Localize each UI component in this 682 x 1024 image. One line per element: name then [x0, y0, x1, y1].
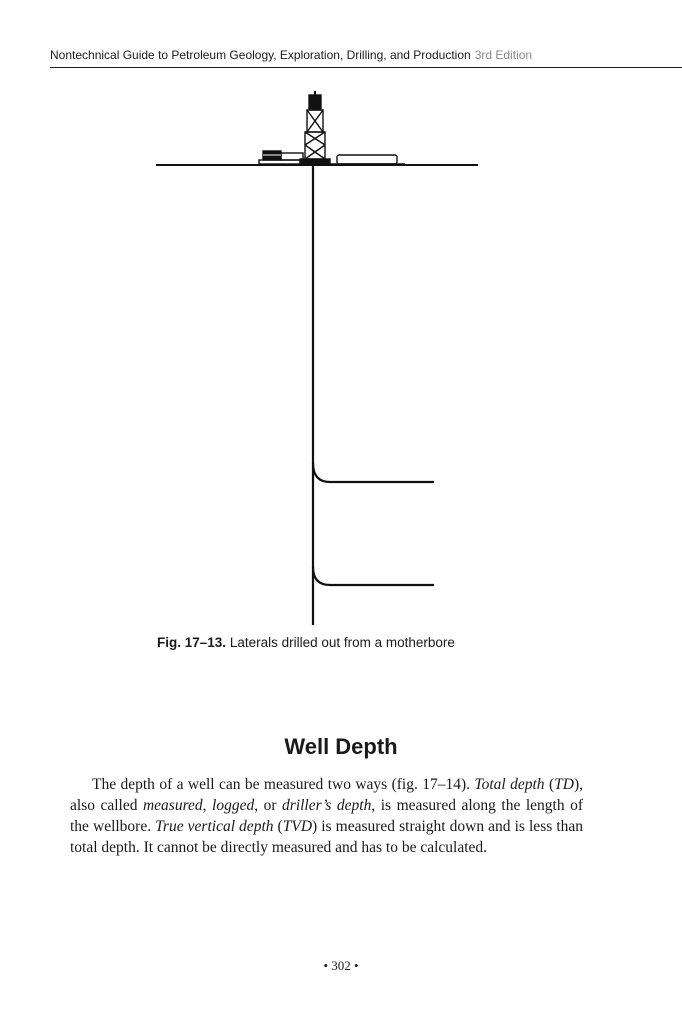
- figure-caption-text: Laterals drilled out from a motherbore: [229, 635, 455, 650]
- section-heading: Well Depth: [284, 734, 398, 759]
- lateral-upper: [313, 463, 434, 482]
- term-true-vertical-depth: True vertical depth: [155, 818, 274, 835]
- running-head-edition: 3rd Edition: [474, 48, 533, 62]
- term-total-depth: Total depth: [474, 776, 545, 793]
- paragraph-text: , or: [254, 797, 283, 814]
- figure-laterals: [150, 85, 490, 630]
- body-paragraph: [70, 774, 583, 858]
- drilling-rig-icon: [300, 91, 330, 165]
- paragraph-text: ), also called: [70, 776, 583, 814]
- term-tvd: TVD: [282, 818, 313, 835]
- paragraph-text: ) is measured straight down and is less than total depth. It cannot be directly measured and has to be calculated.: [70, 818, 584, 856]
- rig-equipment-tank: [330, 155, 405, 164]
- laterals-diagram: [150, 85, 490, 630]
- paragraph-text: The depth of a well can be measured two ways (fig. 17–14).: [92, 776, 475, 793]
- paragraph-text: (: [273, 818, 283, 835]
- paragraph-text: , is measured along the length of the wellbore.: [70, 797, 583, 835]
- figure-caption: [157, 633, 455, 653]
- running-head: [50, 47, 682, 68]
- paragraph-text: ,: [202, 797, 213, 814]
- paragraph-text: (: [544, 776, 555, 793]
- term-logged: logged: [212, 797, 255, 814]
- figure-caption-label: Fig. 17–13.: [157, 635, 227, 650]
- page-number: • 302 •: [323, 958, 359, 973]
- term-td: TD: [554, 776, 574, 793]
- term-measured: measured: [142, 797, 203, 814]
- running-head-title: Nontechnical Guide to Petroleum Geology, Exploration, Drilling, and Production: [50, 48, 471, 62]
- lateral-lower: [313, 567, 434, 585]
- term-drillers-depth: driller’s depth: [282, 797, 372, 814]
